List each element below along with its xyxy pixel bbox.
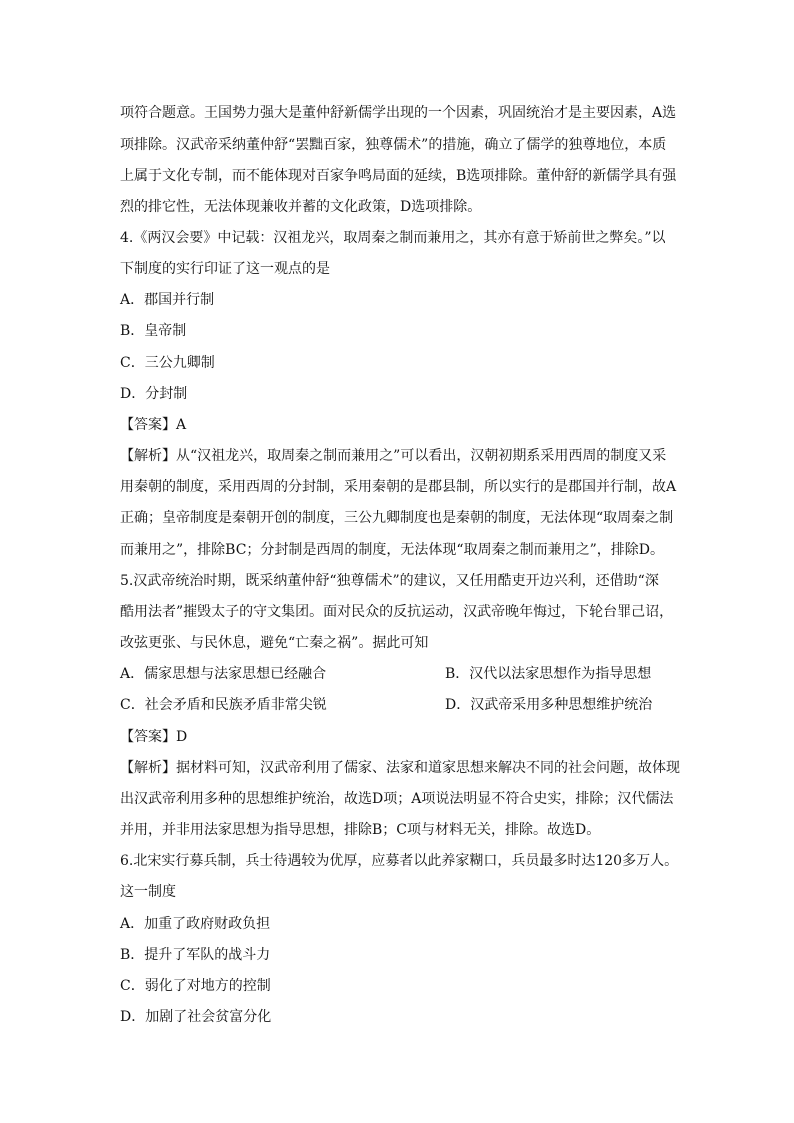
option-b: B．汉代以法家思想作为指导思想 [445,666,652,682]
text-line: 上属于文化专制，而不能体现对百家争鸣局面的延续，B选项排除。董仲舒的新儒学具有强 [120,168,677,184]
option-a: A．儒家思想与法家思想已经融合 [120,666,327,682]
option-b: B．皇帝制 [120,323,187,339]
option-d: D．加剧了社会贫富分化 [120,1009,272,1025]
question-4-stem: 下制度的实行印证了这一观点的是 [120,261,330,277]
question-4-stem: 4.《两汉会要》中记载：汉祖龙兴，取周秦之制而兼用之，其亦有意于矫前世之弊矣。”以 [120,230,666,246]
analysis-line: 而兼用之”，排除BC；分封制是西周的制度，无法体现“取周秦之制而兼用之”，排除D。 [120,542,664,558]
analysis-line: 出汉武帝利用多种的思想维护统治，故选D项；A项说法明显不符合史实，排除；汉代儒法 [120,791,674,807]
option-a: A．郡国并行制 [120,292,215,308]
question-6-stem: 这一制度 [120,884,176,900]
answer-label: 【答案】A [120,417,187,433]
option-c: C．弱化了对地方的控制 [120,978,271,994]
option-d: D．汉武帝采用多种思想维护统治 [445,697,653,713]
option-c: C．社会矛盾和民族矛盾非常尖锐 [120,697,327,713]
text-line: 项排除。汉武帝采纳董仲舒“罢黜百家，独尊儒术”的措施，确立了儒学的独尊地位，本质 [120,137,667,153]
analysis-line: 正确；皇帝制度是秦朝开创的制度，三公九卿制度也是秦朝的制度，无法体现“取周秦之制 [120,510,674,526]
question-5-stem: 5.汉武帝统治时期，既采纳董仲舒“独尊儒术”的建议，又任用酷吏开边兴利，还借助“深 [120,573,659,589]
analysis-line: 【解析】从“汉祖龙兴，取周秦之制而兼用之”可以看出，汉朝初期系采用西周的制度又采 [120,448,667,464]
question-5-stem: 改弦更张、与民休息，避免“亡秦之祸”。据此可知 [120,635,429,651]
analysis-line: 【解析】据材料可知，汉武帝利用了儒家、法家和道家思想来解决不同的社会问题，故体现 [120,760,680,776]
option-d: D．分封制 [120,386,188,402]
text-line: 烈的排它性，无法体现兼收并蓄的文化政策，D选项排除。 [120,199,482,215]
option-b: B．提升了军队的战斗力 [120,947,271,963]
answer-label: 【答案】D [120,729,188,745]
text-line: 项符合题意。王国势力强大是董仲舒新儒学出现的一个因素，巩固统治才是主要因素，A选 [120,105,677,121]
question-5-stem: 酷用法者”摧毁太子的守文集团。面对民众的反抗运动，汉武帝晚年悔过，下轮台罪己诏， [120,604,674,620]
question-6-stem: 6.北宋实行募兵制，兵士待遇较为优厚，应募者以此养家糊口，兵员最多时达120多万人。 [120,853,679,869]
analysis-line: 用秦朝的制度，采用西周的分封制，采用秦朝的是郡县制，所以实行的是郡国并行制，故A [120,479,677,495]
analysis-line: 并用，并非用法家思想为指导思想，排除B；C项与材料无关，排除。故选D。 [120,822,601,838]
option-a: A．加重了政府财政负担 [120,916,271,932]
option-c: C．三公九卿制 [120,355,215,371]
